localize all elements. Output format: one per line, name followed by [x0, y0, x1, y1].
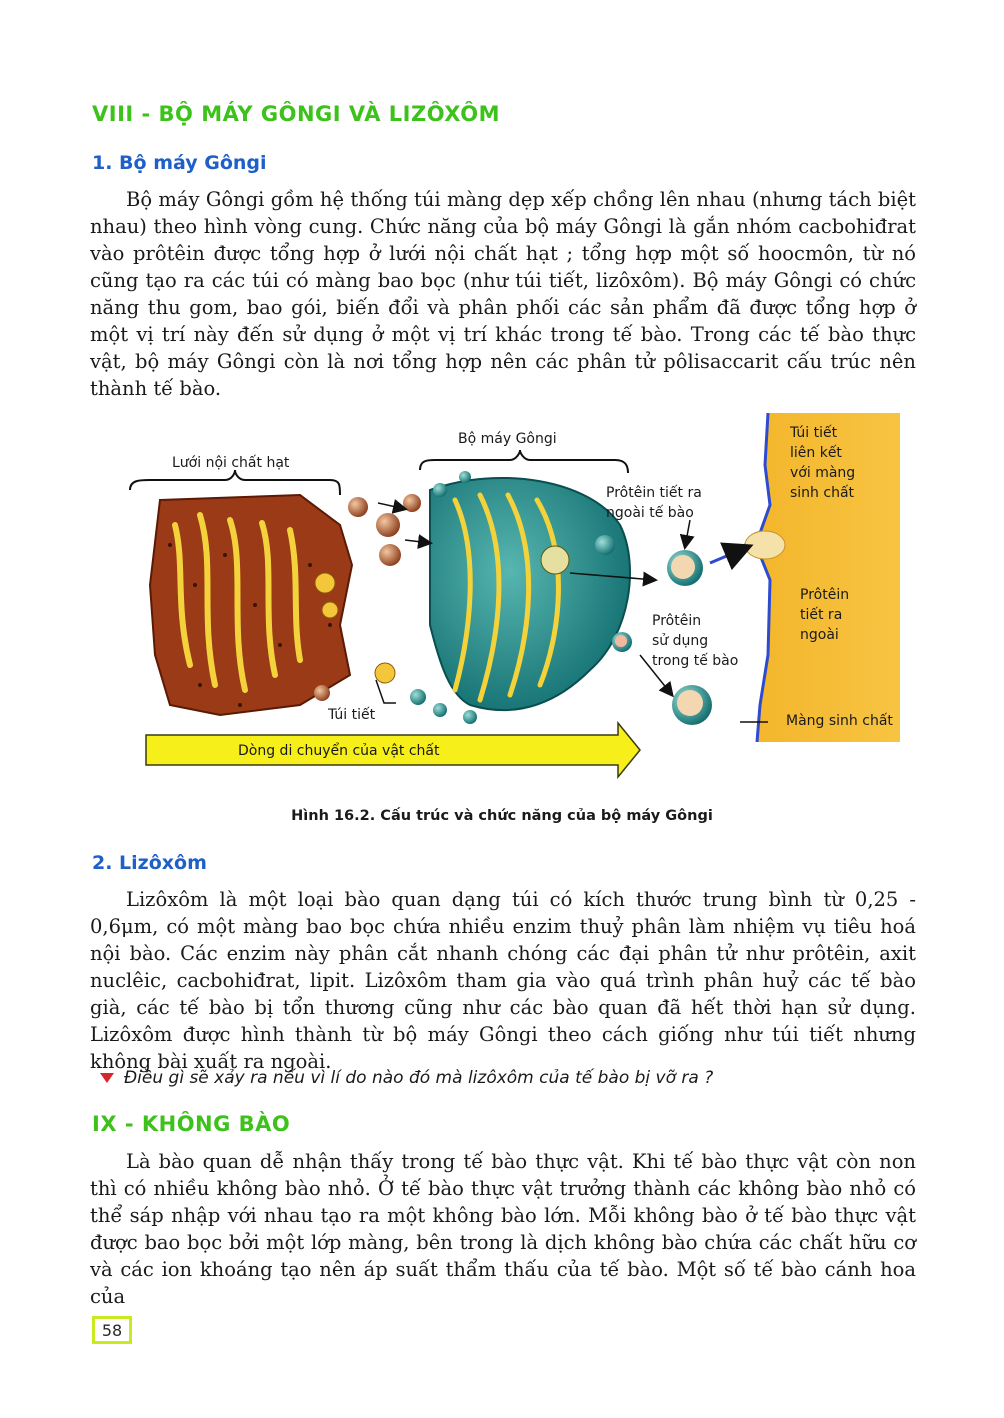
- question: [100, 1068, 713, 1088]
- label-rough-er: Lưới nội chất hạt: [172, 455, 290, 471]
- label-flow: Dòng di chuyển của vật chất: [238, 743, 440, 759]
- lysosome-paragraph: Lizôxôm là một loại bào quan dạng túi có kích thước trung bình từ 0,25 - 0,6μm, có một màng bao bọc chứa nhiều enzim thuỷ phân làm nhiệm vụ tiêu hoá nội bào. Các enzim này phân cắt nhanh chóng các đại phân tử như prôtêin, axit nuclêic, cacbohiđrat, lipit. Lizôxôm tham gia vào quá trình phân huỷ các tế bào già, các tế bào bị tổn thương cũng như các bào quan đã hết thời hạn sử dụng. Lizôxôm được hình thành từ bộ máy Gôngi theo cách giống như túi tiết nhưng không bài xuất ra ngoài.: [90, 888, 916, 1073]
- vacuole-paragraph: Là bào quan dễ nhận thấy trong tế bào thực vật. Khi tế bào thực vật còn non thì có nhiều không bào nhỏ. Ở tế bào thực vật trưởng thành các không bào nhỏ có thể sáp nhập với nhau tạo ra một không bào lớn. Mỗi không bào ở tế bào thực vật được bao bọc bởi một lớp màng, bên trong là dịch không bào chứa các chất hữu cơ và các ion khoáng tạo nên áp suất thẩm thấu của tế bào. Một số tế bào cánh hoa của: [90, 1150, 916, 1308]
- label-golgi: Bộ máy Gôngi: [458, 431, 557, 447]
- label-plasma-membrane: Màng sinh chất: [786, 713, 893, 729]
- figure-caption: Hình 16.2. Cấu trúc và chức năng của bộ máy Gôngi: [291, 808, 713, 824]
- subsection-title-lysosome: 2. Lizôxôm: [92, 852, 207, 874]
- page-number: 58: [92, 1316, 132, 1344]
- subsection-title-golgi: 1. Bộ máy Gôngi: [92, 152, 267, 174]
- label-protein-out: Prôtêin tiết ra ngoài tế bào: [606, 485, 702, 521]
- label-vesicle: Túi tiết: [328, 707, 376, 723]
- question-text: Điều gì sẽ xảy ra nếu vì lí do nào đó mà lizôxôm của tế bào bị vỡ ra ?: [124, 1068, 714, 1088]
- section-title-ix: IX - KHÔNG BÀO: [92, 1112, 291, 1136]
- label-protein-in: Prôtêin sử dụng trong tế bào: [652, 613, 739, 669]
- triangle-bullet-icon: [100, 1073, 114, 1083]
- label-secreted-protein: Prôtêin tiết ra ngoài: [800, 587, 850, 643]
- section-title-viii: VIII - BỘ MÁY GÔNGI VÀ LIZÔXÔM: [92, 102, 500, 126]
- golgi-paragraph: Bộ máy Gôngi gồm hệ thống túi màng dẹp xếp chồng lên nhau (nhưng tách biệt nhau) theo hình vòng cung. Chức năng của bộ máy Gôngi là gắn nhóm cacbohiđrat vào prôtêin được tổng hợp ở lưới nội chất hạt ; tổng hợp một số hoocmôn, từ nó cũng tạo ra các túi có màng bao bọc (như túi tiết, lizôxôm). Bộ máy Gôngi có chức năng thu gom, bao gói, biến đổi và phân phối các sản phẩm đã được tổng hợp ở một vị trí này đến sử dụng ở một vị trí khác trong tế bào. Trong các tế bào thực vật, bộ máy Gôngi còn là nơi tổng hợp nên các phân tử pôlisaccarit cấu trúc nên thành tế bào.: [90, 188, 916, 400]
- figure-golgi: [0, 405, 1004, 805]
- label-fused-vesicle: Túi tiết liên kết với màng sinh chất: [790, 425, 856, 501]
